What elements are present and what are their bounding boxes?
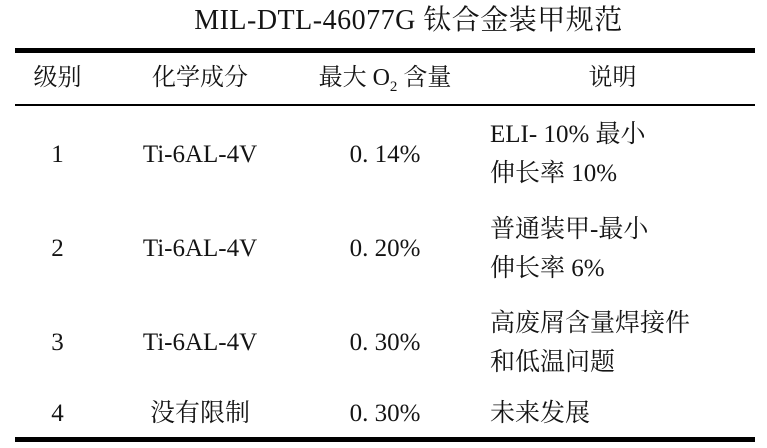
cell-description (470, 106, 755, 202)
header-oxygen-subscript: 2 (389, 78, 398, 95)
cell-composition: Ti-6AL-4V (142, 235, 258, 262)
header-oxygen-prefix: 最大 O (318, 65, 390, 91)
cell-max-o2: 0. 30% (349, 400, 421, 427)
cell-max-o2: 0. 30% (349, 329, 421, 356)
table-header-row (15, 53, 755, 106)
cell-grade: 4 (51, 400, 64, 427)
cell-description (470, 202, 755, 295)
table-row-grade-2 (15, 202, 755, 295)
spec-table (15, 48, 755, 442)
header-max-oxygen (300, 53, 470, 104)
header-grade: 级别 (33, 65, 82, 91)
description-line: 普通装甲-最小 (490, 215, 649, 243)
header-description: 说明 (588, 65, 637, 91)
cell-grade: 3 (51, 329, 64, 356)
table-row-grade-4 (15, 390, 755, 437)
cell-description (470, 295, 755, 390)
description-line: 和低温问题 (490, 348, 616, 376)
header-composition: 化学成分 (152, 65, 248, 91)
cell-composition: Ti-6AL-4V (142, 140, 258, 168)
table-title: MIL-DTL-46077G 钛合金装甲规范 (194, 5, 623, 36)
description-line: 伸长率 10% (490, 160, 618, 187)
cell-description (470, 390, 755, 437)
description-line: ELI- 10% 最小 (490, 121, 646, 148)
header-oxygen-suffix: 含量 (397, 65, 452, 91)
cell-grade: 1 (51, 140, 64, 168)
description-line: 未来发展 (490, 400, 591, 427)
cell-composition: Ti-6AL-4V (142, 329, 258, 356)
table-row-grade-3 (15, 295, 755, 390)
cell-composition: 没有限制 (149, 400, 250, 427)
description-line: 伸长率 6% (490, 254, 605, 282)
cell-grade: 2 (51, 235, 64, 262)
cell-max-o2: 0. 20% (349, 235, 421, 262)
header-max-oxygen-text (319, 59, 452, 98)
description-line: 高废屑含量焊接件 (490, 309, 691, 337)
cell-max-o2: 0. 14% (349, 140, 421, 168)
table-row-grade-1 (15, 106, 755, 202)
